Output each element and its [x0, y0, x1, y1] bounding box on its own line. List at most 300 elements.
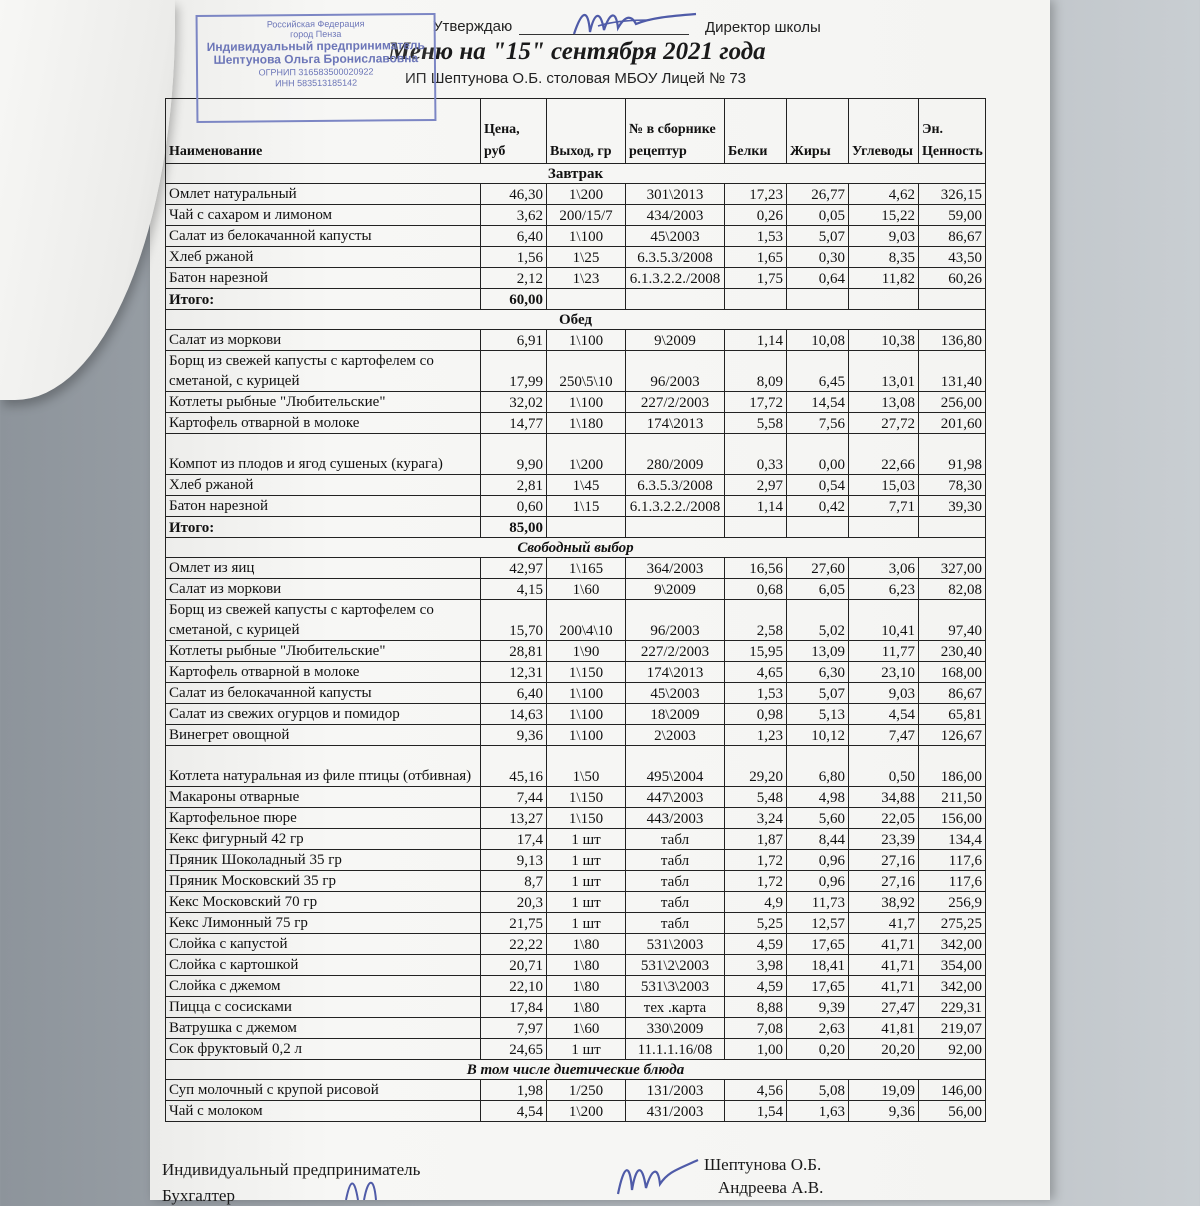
cell-name: Слойка с капустой	[166, 934, 481, 955]
cell-carbs: 0,50	[849, 746, 919, 787]
cell-price: 8,7	[481, 871, 547, 892]
table-row	[166, 247, 986, 268]
table-row	[166, 976, 986, 997]
table-row	[166, 1080, 986, 1101]
table-row	[166, 496, 986, 517]
cell-carbs: 15,03	[849, 475, 919, 496]
cell-carbs: 6,23	[849, 579, 919, 600]
cell-protein: 4,59	[725, 934, 787, 955]
cell-fat: 5,02	[787, 600, 849, 641]
cell-recipe: 18\2009	[626, 704, 725, 725]
cell-yield: 1\200	[547, 1101, 626, 1122]
cell-recipe: 6.1.3.2.2./2008	[626, 268, 725, 289]
stamp-line-1: Российская Федерация	[266, 18, 365, 30]
cell-protein: 29,20	[725, 746, 787, 787]
cell-carbs: 27,16	[849, 871, 919, 892]
cell-name: Салат из моркови	[166, 330, 481, 351]
cell-protein: 2,58	[725, 600, 787, 641]
cell-protein: 4,9	[725, 892, 787, 913]
cell-carbs: 9,03	[849, 226, 919, 247]
cell-name: Омлет натуральный	[166, 184, 481, 205]
cell-energy: 342,00	[919, 976, 986, 997]
cell-protein: 3,98	[725, 955, 787, 976]
cell-recipe: 495\2004	[626, 746, 725, 787]
empty-cell	[725, 517, 787, 538]
cell-carbs: 22,05	[849, 808, 919, 829]
cell-yield: 1\23	[547, 268, 626, 289]
cell-protein: 0,98	[725, 704, 787, 725]
cell-yield: 1 шт	[547, 871, 626, 892]
cell-recipe: 434/2003	[626, 205, 725, 226]
cell-recipe: 96/2003	[626, 351, 725, 392]
cell-protein: 1,75	[725, 268, 787, 289]
cell-fat: 12,57	[787, 913, 849, 934]
cell-recipe: 96/2003	[626, 600, 725, 641]
cell-protein: 1,00	[725, 1039, 787, 1060]
cell-price: 3,62	[481, 205, 547, 226]
col-energy: Эн. Ценность	[919, 99, 986, 164]
empty-cell	[547, 289, 626, 310]
cell-energy: 156,00	[919, 808, 986, 829]
empty-cell	[849, 289, 919, 310]
cell-protein: 1,72	[725, 850, 787, 871]
accountant-signature	[340, 1170, 400, 1200]
cell-fat: 10,08	[787, 330, 849, 351]
cell-price: 6,40	[481, 226, 547, 247]
cell-price: 0,60	[481, 496, 547, 517]
cell-yield: 1\100	[547, 392, 626, 413]
cell-yield: 1\200	[547, 434, 626, 475]
cell-fat: 5,07	[787, 683, 849, 704]
cell-protein: 1,14	[725, 496, 787, 517]
cell-carbs: 7,47	[849, 725, 919, 746]
cell-name: Пицца с сосисками	[166, 997, 481, 1018]
cell-recipe: 531\2\2003	[626, 955, 725, 976]
table-row	[166, 704, 986, 725]
cell-price: 12,31	[481, 662, 547, 683]
cell-protein: 17,23	[725, 184, 787, 205]
total-label: Итого:	[166, 289, 481, 310]
cell-protein: 1,53	[725, 683, 787, 704]
cell-fat: 6,80	[787, 746, 849, 787]
cell-price: 17,84	[481, 997, 547, 1018]
cell-recipe: 301\2013	[626, 184, 725, 205]
cell-yield: 1\200	[547, 184, 626, 205]
cell-price: 32,02	[481, 392, 547, 413]
cell-carbs: 23,39	[849, 829, 919, 850]
cell-yield: 200/15/7	[547, 205, 626, 226]
cell-fat: 0,96	[787, 871, 849, 892]
table-row	[166, 205, 986, 226]
cell-fat: 2,63	[787, 1018, 849, 1039]
cell-protein: 4,56	[725, 1080, 787, 1101]
cell-yield: 1\90	[547, 641, 626, 662]
cell-carbs: 22,66	[849, 434, 919, 475]
cell-price: 14,77	[481, 413, 547, 434]
total-label: Итого:	[166, 517, 481, 538]
cell-yield: 1\100	[547, 226, 626, 247]
cell-energy: 86,67	[919, 226, 986, 247]
cell-recipe: табл	[626, 871, 725, 892]
section-header-row	[166, 1060, 986, 1080]
cell-fat: 18,41	[787, 955, 849, 976]
cell-protein: 0,26	[725, 205, 787, 226]
cell-energy: 256,9	[919, 892, 986, 913]
empty-cell	[725, 289, 787, 310]
cell-carbs: 15,22	[849, 205, 919, 226]
empty-cell	[626, 517, 725, 538]
total-row	[166, 289, 986, 310]
cell-name: Суп молочный с крупой рисовой	[166, 1080, 481, 1101]
col-recipe: № в сборнике рецептур	[626, 99, 725, 164]
cell-protein: 0,33	[725, 434, 787, 475]
director-signature	[570, 4, 700, 40]
cell-fat: 0,42	[787, 496, 849, 517]
menu-subtitle: ИП Шептунова О.Б. столовая МБОУ Лицей № 73	[405, 70, 747, 87]
cell-name: Котлеты рыбные "Любительские"	[166, 641, 481, 662]
cell-price: 14,63	[481, 704, 547, 725]
cell-energy: 219,07	[919, 1018, 986, 1039]
cell-yield: 1\50	[547, 746, 626, 787]
cell-name: Котлеты рыбные "Любительские"	[166, 392, 481, 413]
cell-protein: 7,08	[725, 1018, 787, 1039]
cell-yield: 1\100	[547, 683, 626, 704]
cell-name: Батон нарезной	[166, 496, 481, 517]
cell-carbs: 11,77	[849, 641, 919, 662]
cell-energy: 92,00	[919, 1039, 986, 1060]
cell-protein: 1,54	[725, 1101, 787, 1122]
cell-carbs: 19,09	[849, 1080, 919, 1101]
cell-yield: 1 шт	[547, 892, 626, 913]
cell-recipe: 447\2003	[626, 787, 725, 808]
cell-yield: 1\60	[547, 1018, 626, 1039]
cell-recipe: табл	[626, 892, 725, 913]
cell-price: 46,30	[481, 184, 547, 205]
table-row	[166, 1018, 986, 1039]
section-header-row	[166, 310, 986, 330]
cell-fat: 10,12	[787, 725, 849, 746]
cell-name: Батон нарезной	[166, 268, 481, 289]
cell-carbs: 20,20	[849, 1039, 919, 1060]
cell-recipe: 2\2003	[626, 725, 725, 746]
cell-name: Борщ из свежей капусты с картофелем со сметаной, с курицей	[166, 600, 481, 641]
cell-name: Кекс фигурный 42 гр	[166, 829, 481, 850]
cell-carbs: 13,01	[849, 351, 919, 392]
table-row	[166, 226, 986, 247]
cell-carbs: 4,62	[849, 184, 919, 205]
table-row	[166, 746, 986, 787]
cell-price: 1,98	[481, 1080, 547, 1101]
cell-name: Омлет из яиц	[166, 558, 481, 579]
cell-carbs: 10,41	[849, 600, 919, 641]
cell-recipe: 45\2003	[626, 226, 725, 247]
cell-energy: 256,00	[919, 392, 986, 413]
empty-cell	[919, 517, 986, 538]
table-row	[166, 268, 986, 289]
empty-cell	[547, 517, 626, 538]
cell-carbs: 11,82	[849, 268, 919, 289]
cell-yield: 1\100	[547, 704, 626, 725]
cell-price: 9,36	[481, 725, 547, 746]
cell-protein: 1,65	[725, 247, 787, 268]
cell-name: Хлеб ржаной	[166, 247, 481, 268]
cell-protein: 3,24	[725, 808, 787, 829]
cell-name: Хлеб ржаной	[166, 475, 481, 496]
cell-energy: 91,98	[919, 434, 986, 475]
footer-accountant-name: Андреева А.В.	[718, 1178, 824, 1197]
cell-fat: 0,00	[787, 434, 849, 475]
table-row	[166, 579, 986, 600]
cell-fat: 6,30	[787, 662, 849, 683]
table-body	[166, 164, 986, 1122]
cell-recipe: 174\2013	[626, 662, 725, 683]
cell-yield: 1 шт	[547, 829, 626, 850]
cell-protein: 4,65	[725, 662, 787, 683]
cell-energy: 97,40	[919, 600, 986, 641]
footer-entrepreneur-label: Индивидуальный предприниматель	[162, 1160, 421, 1179]
cell-protein: 1,14	[725, 330, 787, 351]
cell-price: 42,97	[481, 558, 547, 579]
cell-recipe: 45\2003	[626, 683, 725, 704]
cell-fat: 9,39	[787, 997, 849, 1018]
cell-recipe: табл	[626, 913, 725, 934]
empty-cell	[787, 289, 849, 310]
cell-price: 1,56	[481, 247, 547, 268]
cell-price: 9,90	[481, 434, 547, 475]
table-row	[166, 1039, 986, 1060]
cell-yield: 1\100	[547, 330, 626, 351]
total-value: 85,00	[481, 517, 547, 538]
cell-yield: 1\150	[547, 662, 626, 683]
cell-name: Салат из белокачанной капусты	[166, 683, 481, 704]
cell-name: Чай с сахаром и лимоном	[166, 205, 481, 226]
cell-price: 6,91	[481, 330, 547, 351]
cell-energy: 230,40	[919, 641, 986, 662]
footer-accountant-label: Бухгалтер	[162, 1186, 235, 1205]
cell-fat: 14,54	[787, 392, 849, 413]
table-row	[166, 184, 986, 205]
cell-price: 4,15	[481, 579, 547, 600]
cell-energy: 82,08	[919, 579, 986, 600]
footer-entrepreneur-name: Шептунова О.Б.	[704, 1155, 822, 1174]
cell-yield: 200\4\10	[547, 600, 626, 641]
table-row	[166, 955, 986, 976]
cell-fat: 7,56	[787, 413, 849, 434]
cell-fat: 1,63	[787, 1101, 849, 1122]
cell-carbs: 13,08	[849, 392, 919, 413]
cell-price: 28,81	[481, 641, 547, 662]
cell-fat: 5,07	[787, 226, 849, 247]
cell-recipe: 227/2/2003	[626, 641, 725, 662]
cell-name: Винегрет овощной	[166, 725, 481, 746]
cell-energy: 327,00	[919, 558, 986, 579]
entrepreneur-signature	[612, 1150, 702, 1200]
cell-energy: 60,26	[919, 268, 986, 289]
cell-energy: 354,00	[919, 955, 986, 976]
cell-price: 20,3	[481, 892, 547, 913]
cell-recipe: 11.1.1.16/08	[626, 1039, 725, 1060]
table-row	[166, 558, 986, 579]
cell-name: Сок фруктовый 0,2 л	[166, 1039, 481, 1060]
table-row	[166, 600, 986, 641]
cell-recipe: 364/2003	[626, 558, 725, 579]
cell-name: Компот из плодов и ягод сушеных (курага)	[166, 434, 481, 475]
cell-price: 7,44	[481, 787, 547, 808]
table-row	[166, 892, 986, 913]
cell-price: 17,99	[481, 351, 547, 392]
cell-protein: 5,48	[725, 787, 787, 808]
table-row	[166, 330, 986, 351]
cell-carbs: 38,92	[849, 892, 919, 913]
cell-protein: 15,95	[725, 641, 787, 662]
cell-fat: 11,73	[787, 892, 849, 913]
table-row	[166, 475, 986, 496]
stamp-line-3: Индивидуальный предприниматель	[206, 37, 425, 54]
cell-protein: 0,68	[725, 579, 787, 600]
cell-name: Пряник Шоколадный 35 гр	[166, 850, 481, 871]
cell-energy: 134,4	[919, 829, 986, 850]
cell-carbs: 23,10	[849, 662, 919, 683]
cell-name: Ватрушка с джемом	[166, 1018, 481, 1039]
cell-carbs: 7,71	[849, 496, 919, 517]
cell-name: Кекс Лимонный 75 гр	[166, 913, 481, 934]
cell-name: Слойка с картошкой	[166, 955, 481, 976]
cell-energy: 168,00	[919, 662, 986, 683]
cell-price: 21,75	[481, 913, 547, 934]
table-row	[166, 413, 986, 434]
cell-fat: 0,30	[787, 247, 849, 268]
cell-yield: 1\165	[547, 558, 626, 579]
cell-carbs: 3,06	[849, 558, 919, 579]
cell-carbs: 9,03	[849, 683, 919, 704]
cell-fat: 17,65	[787, 934, 849, 955]
cell-protein: 1,72	[725, 871, 787, 892]
cell-energy: 342,00	[919, 934, 986, 955]
cell-protein: 5,58	[725, 413, 787, 434]
cell-fat: 0,96	[787, 850, 849, 871]
cell-fat: 4,98	[787, 787, 849, 808]
menu-title: Меню на "15" сентября 2021 года	[388, 38, 766, 65]
cell-fat: 0,54	[787, 475, 849, 496]
cell-recipe: 9\2009	[626, 330, 725, 351]
cell-price: 17,4	[481, 829, 547, 850]
cell-yield: 1 шт	[547, 1039, 626, 1060]
cell-recipe: 280/2009	[626, 434, 725, 475]
stamp-line-2: город Пенза	[290, 29, 342, 40]
cell-energy: 56,00	[919, 1101, 986, 1122]
cell-yield: 1\150	[547, 787, 626, 808]
cell-name: Салат из свежих огурцов и помидор	[166, 704, 481, 725]
cell-carbs: 4,54	[849, 704, 919, 725]
cell-price: 22,10	[481, 976, 547, 997]
cell-energy: 126,67	[919, 725, 986, 746]
section-title: Завтрак	[166, 164, 986, 184]
cell-recipe: 431/2003	[626, 1101, 725, 1122]
cell-fat: 8,44	[787, 829, 849, 850]
cell-yield: 1\80	[547, 997, 626, 1018]
menu-table	[165, 98, 986, 1122]
cell-recipe: 443/2003	[626, 808, 725, 829]
cell-protein: 2,97	[725, 475, 787, 496]
cell-fat: 26,77	[787, 184, 849, 205]
cell-energy: 186,00	[919, 746, 986, 787]
table-row	[166, 683, 986, 704]
table-row	[166, 351, 986, 392]
col-carbs: Углеводы	[849, 99, 919, 164]
cell-name: Картофель отварной в молоке	[166, 413, 481, 434]
cell-price: 6,40	[481, 683, 547, 704]
cell-energy: 86,67	[919, 683, 986, 704]
table-row	[166, 934, 986, 955]
cell-recipe: 131/2003	[626, 1080, 725, 1101]
cell-price: 2,81	[481, 475, 547, 496]
director-role: Директор школы	[705, 19, 821, 36]
cell-price: 24,65	[481, 1039, 547, 1060]
cell-energy: 78,30	[919, 475, 986, 496]
section-title: Свободный выбор	[166, 538, 986, 558]
cell-protein: 8,88	[725, 997, 787, 1018]
cell-energy: 117,6	[919, 850, 986, 871]
cell-yield: 250\5\10	[547, 351, 626, 392]
cell-recipe: 6.1.3.2.2./2008	[626, 496, 725, 517]
section-header-row	[166, 164, 986, 184]
table-row	[166, 850, 986, 871]
cell-energy: 39,30	[919, 496, 986, 517]
empty-cell	[849, 517, 919, 538]
cell-carbs: 41,81	[849, 1018, 919, 1039]
table-row	[166, 662, 986, 683]
cell-energy: 65,81	[919, 704, 986, 725]
cell-yield: 1\80	[547, 976, 626, 997]
cell-recipe: 330\2009	[626, 1018, 725, 1039]
table-row	[166, 392, 986, 413]
cell-recipe: табл	[626, 829, 725, 850]
cell-fat: 17,65	[787, 976, 849, 997]
section-header-row	[166, 538, 986, 558]
table-row	[166, 871, 986, 892]
table-row	[166, 725, 986, 746]
cell-energy: 43,50	[919, 247, 986, 268]
cell-protein: 17,72	[725, 392, 787, 413]
cell-fat: 5,60	[787, 808, 849, 829]
cell-recipe: табл	[626, 850, 725, 871]
cell-price: 22,22	[481, 934, 547, 955]
cell-fat: 13,09	[787, 641, 849, 662]
cell-name: Борщ из свежей капусты с картофелем со сметаной, с курицей	[166, 351, 481, 392]
cell-energy: 201,60	[919, 413, 986, 434]
cell-recipe: 531\2003	[626, 934, 725, 955]
cell-name: Чай с молоком	[166, 1101, 481, 1122]
col-protein: Белки	[725, 99, 787, 164]
cell-protein: 1,23	[725, 725, 787, 746]
cell-recipe: 227/2/2003	[626, 392, 725, 413]
cell-name: Картофельное пюре	[166, 808, 481, 829]
cell-energy: 136,80	[919, 330, 986, 351]
stamp-line-6: ИНН 583513185142	[275, 77, 358, 88]
cell-energy: 326,15	[919, 184, 986, 205]
cell-energy: 229,31	[919, 997, 986, 1018]
cell-protein: 1,87	[725, 829, 787, 850]
cell-energy: 131,40	[919, 351, 986, 392]
cell-fat: 5,08	[787, 1080, 849, 1101]
table-row	[166, 808, 986, 829]
cell-name: Салат из моркови	[166, 579, 481, 600]
cell-name: Слойка с джемом	[166, 976, 481, 997]
table-row	[166, 913, 986, 934]
table-row	[166, 641, 986, 662]
table-row	[166, 434, 986, 475]
cell-recipe: 9\2009	[626, 579, 725, 600]
